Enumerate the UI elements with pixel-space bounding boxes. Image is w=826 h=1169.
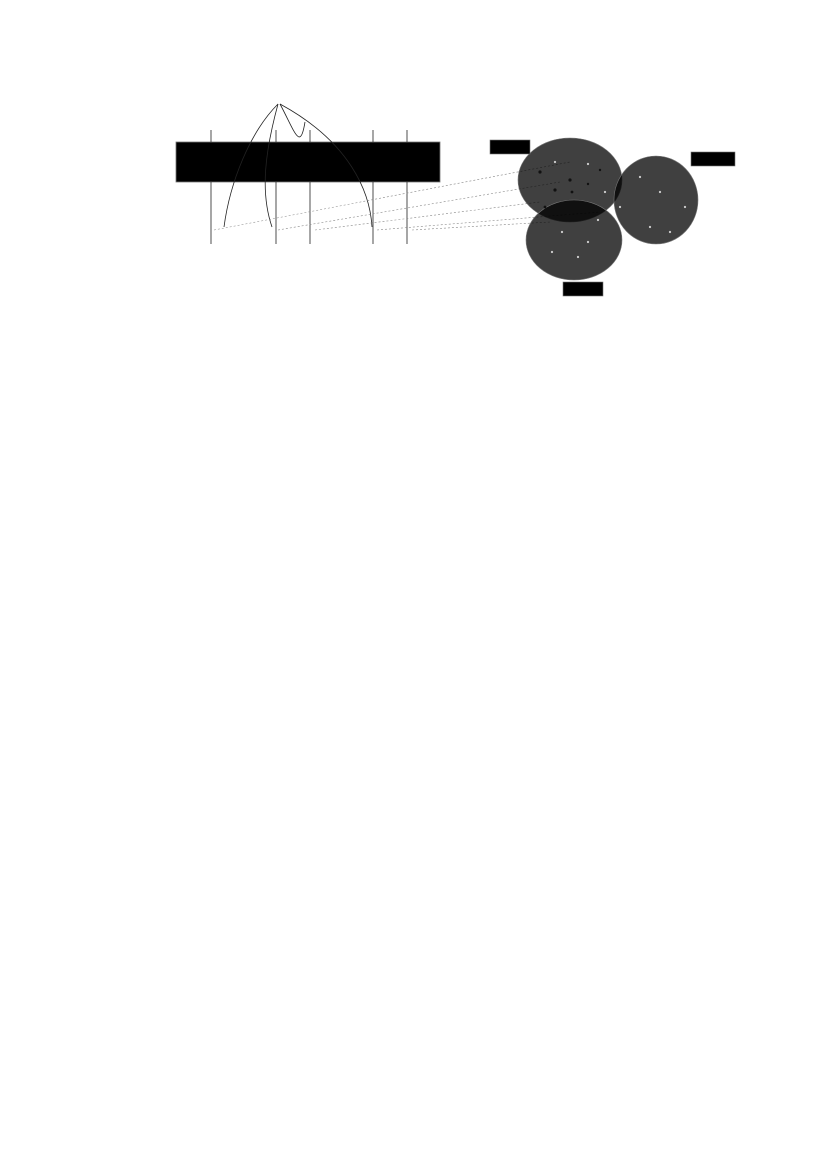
xlsr-figure	[100, 92, 740, 314]
transformer-block	[176, 142, 440, 182]
chinese-cluster	[614, 156, 698, 244]
english-box	[490, 140, 530, 154]
chinese-box	[691, 152, 735, 166]
xlsr-diagram	[100, 92, 740, 314]
french-box	[563, 282, 603, 296]
french-cluster	[526, 200, 622, 280]
